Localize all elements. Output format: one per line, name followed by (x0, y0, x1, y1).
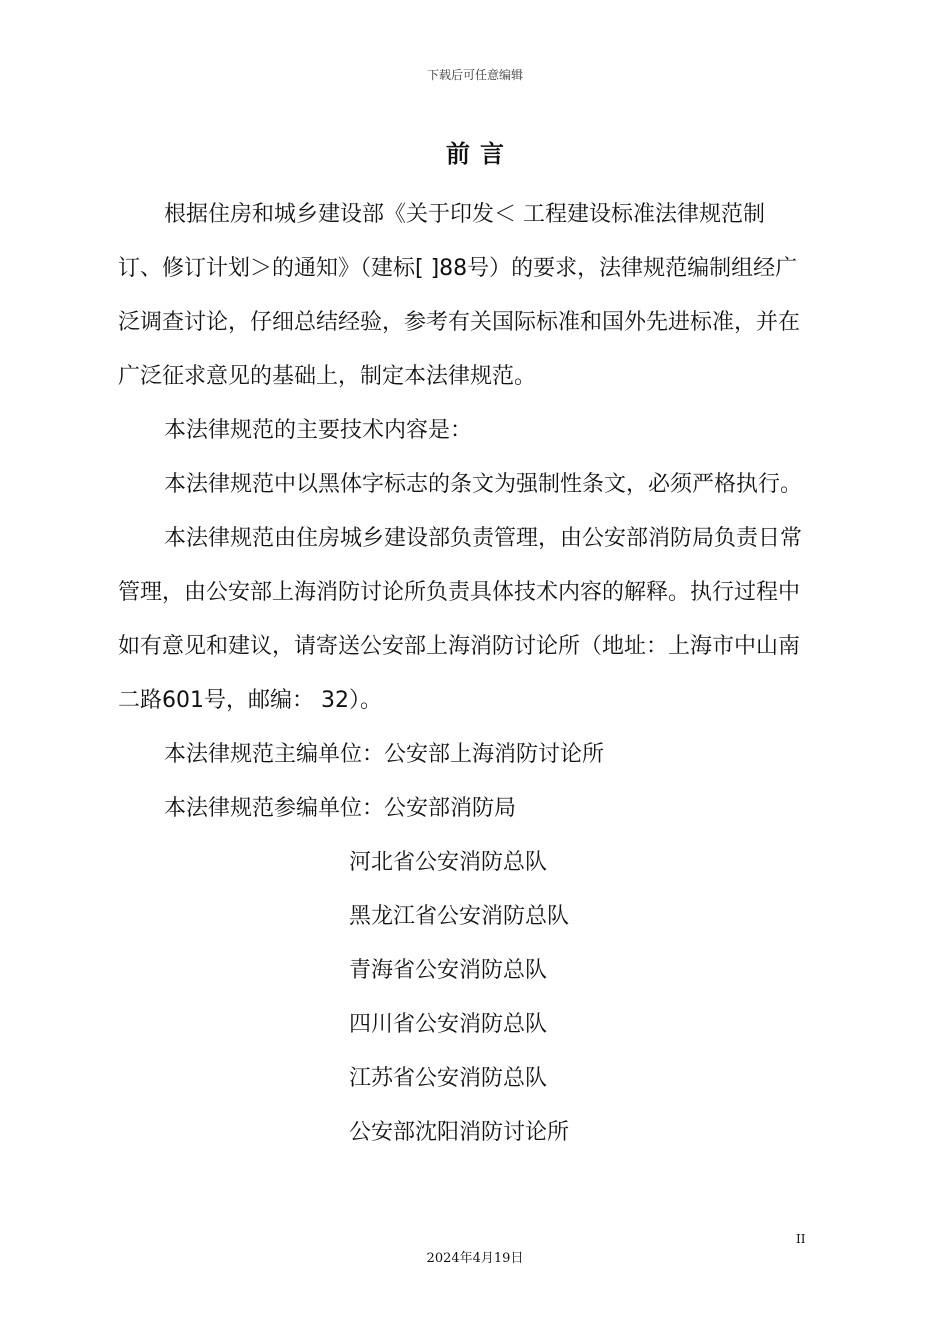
paragraph-management: 本法律规范由住房城乡建设部负责管理，由公安部消防局负责日常管理，由公安部上海消防讨论所负责具体技术内容的解释。执行过程中如有意见和建议，请寄送公安部上海消防讨论所（地址：上海市中山南二路601号，邮编： 32）。 (118, 526, 803, 713)
header-note: 下载后可任意编辑 (426, 68, 523, 82)
participating-unit: 四川省公安消防总队 (349, 1012, 548, 1037)
page-number: II (796, 1232, 806, 1246)
participating-unit: 青海省公安消防总队 (349, 958, 548, 983)
document-title: 前言 (446, 140, 514, 168)
paragraph-main-content: 本法律规范的主要技术内容是： (164, 418, 473, 443)
footer-date: 2024年4月19日 (426, 1251, 524, 1266)
paragraph-mandatory-clauses: 本法律规范中以黑体字标志的条文为强制性条文，必须严格执行。 (164, 472, 803, 497)
participating-unit: 江苏省公安消防总队 (349, 1066, 548, 1091)
paragraph-basis: 根据住房和城乡建设部《关于印发＜ 工程建设标准法律规范制订、修订计划＞的通知》（建标[ ]88号）的要求，法律规范编制组经广泛调查讨论，仔细总结经验，参考有关国际标准和国外先进标准，并在广泛征求意见的基础上，制定本法律规范。 (118, 202, 801, 389)
participating-unit: 黑龙江省公安消防总队 (349, 904, 570, 929)
participating-unit: 公安部沈阳消防讨论所 (349, 1120, 570, 1145)
document-body (118, 188, 808, 1160)
participating-unit: 河北省公安消防总队 (349, 850, 548, 875)
paragraph-chief-editor: 本法律规范主编单位：公安部上海消防讨论所 (164, 742, 605, 767)
paragraph-participating-editor: 本法律规范参编单位：公安部消防局 (164, 796, 517, 821)
